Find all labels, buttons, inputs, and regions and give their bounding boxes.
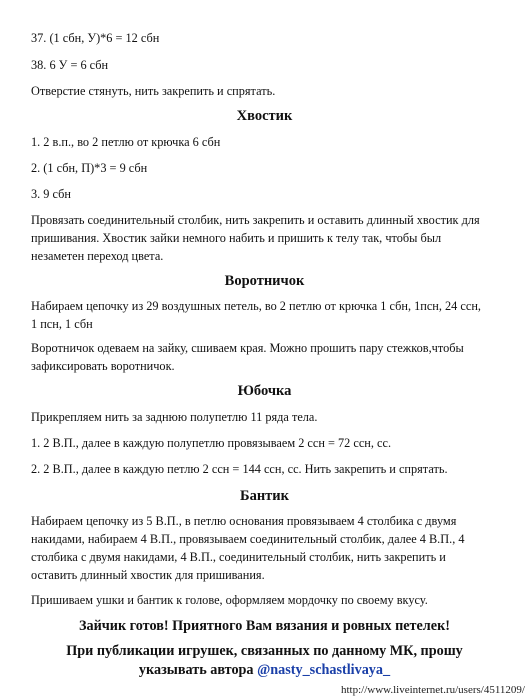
tail-row-3: 3. 9 сбн xyxy=(31,187,71,201)
skirt-intro: Прикрепляем нить за заднюю полупетлю 11 ряда тела. xyxy=(31,410,318,424)
skirt-row-1: 1. 2 В.П., далее в каждую полупетлю провязываем 2 ссн = 72 ссн, сс. xyxy=(31,436,392,450)
collar-para1-line-1: Набираем цепочку из 29 воздушных петель, во 2 петлю от крючка 1 сбн, 1псн, 24 ссн, xyxy=(31,299,481,313)
tail-row-2: 2. (1 сбн, П)*3 = 9 сбн xyxy=(31,161,148,175)
bow-line-3: столбика с двумя накидами, 4 В.П., соединительный столбик, нить закрепить и xyxy=(31,550,446,564)
collar-para2-line-1: Воротничок одеваем на зайку, сшиваем края. Можно прошить пару стежков,чтобы xyxy=(31,341,464,355)
publish-line-1: При публикации игрушек, связанных по данному МК, прошу xyxy=(66,643,463,659)
tail-heading: Хвостик xyxy=(236,108,293,124)
skirt-row-2: 2. 2 В.П., далее в каждую петлю 2 ссн = 144 ссн, сс. Нить закрепить и спрятать. xyxy=(31,462,448,476)
bow-line-2: накидами, набираем 4 В.П., провязываем соединительный столбик, далее 4 В.П., 4 xyxy=(31,532,465,546)
close-hole-text: Отверстие стянуть, нить закрепить и спрятать. xyxy=(31,84,276,98)
bow-heading: Бантик xyxy=(239,488,290,504)
collar-para1-line-2: 1 псн, 1 сбн xyxy=(31,317,93,331)
tail-row-1: 1. 2 в.п., во 2 петлю от крючка 6 сбн xyxy=(31,135,221,149)
skirt-heading: Юбочка xyxy=(237,383,292,399)
tail-note-line-3: незаметен переход цвета. xyxy=(31,249,164,263)
tail-note-line-2: пришивания. Хвостик зайки немного набить и пришить к телу так, чтобы был xyxy=(31,231,442,245)
collar-para2-line-2: зафиксировать воротничок. xyxy=(31,359,175,373)
finish-text: Пришиваем ушки и бантик к голове, оформляем мордочку по своему вкусу. xyxy=(31,593,428,607)
bow-line-1: Набираем цепочку из 5 В.П., в петлю основания провязываем 4 столбика с двумя xyxy=(31,514,457,528)
author-handle-link[interactable]: @nasty_schastlivaya_ xyxy=(257,662,391,678)
collar-heading: Воротничок xyxy=(224,273,305,289)
row-37: 37. (1 сбн, У)*6 = 12 сбн xyxy=(31,31,160,45)
bow-line-4: оставить длинный хвостик для пришивания. xyxy=(31,568,265,582)
publish-prefix: указывать автора xyxy=(138,662,258,678)
publish-line-2 xyxy=(0,661,529,680)
watermark-url: http://www.liveinternet.ru/users/4511209/ xyxy=(340,684,525,696)
row-38: 38. 6 У = 6 сбн xyxy=(31,58,109,72)
tail-note-line-1: Провязать соединительный столбик, нить закрепить и оставить длинный хвостик для xyxy=(31,213,480,227)
ready-message: Зайчик готов! Приятного Вам вязания и ровных петелек! xyxy=(79,618,450,634)
